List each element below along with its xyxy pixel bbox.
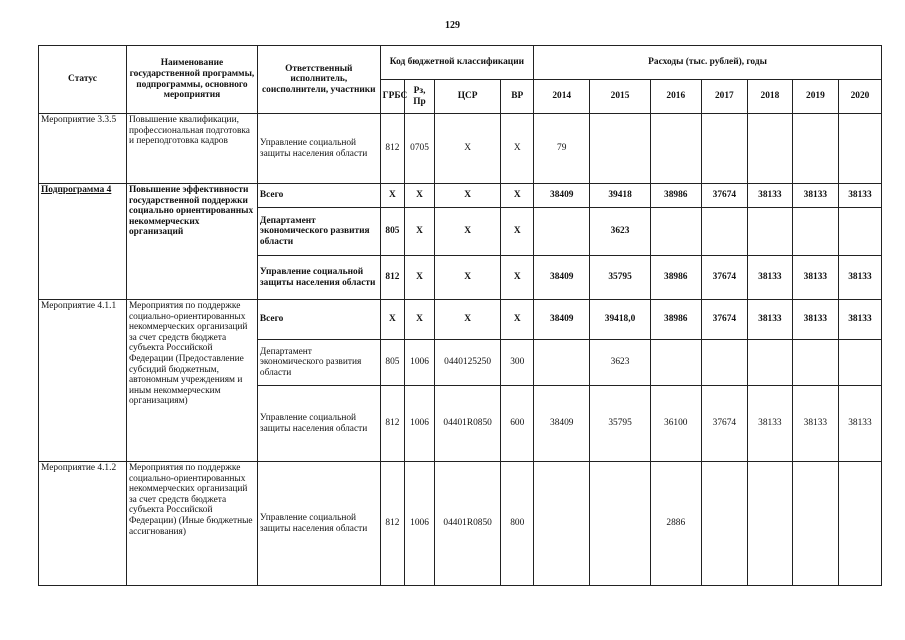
name-cell: Повышение эффективности государственной поддержки социально ориентированных некоммерческих организаций xyxy=(126,184,257,300)
name-cell: Мероприятия по поддержке социально-ориентированных некоммерческих организаций за счет средств бюджета субъекта Российской Федерации) (Иные бюджетные ассигнования) xyxy=(126,462,257,586)
value-cell: 38133 xyxy=(792,386,838,462)
executor-cell: Управление социальной защиты населения области xyxy=(257,114,380,184)
value-cell: 2886 xyxy=(650,462,701,586)
value-cell: 3623 xyxy=(590,208,650,256)
vr-cell: 800 xyxy=(501,462,534,586)
value-cell xyxy=(838,114,881,184)
executor-cell: Всего xyxy=(257,300,380,340)
csr-cell: 04401R0850 xyxy=(434,386,500,462)
grbs-cell: 812 xyxy=(380,256,405,300)
value-cell: 38133 xyxy=(792,184,838,208)
csr-cell: 04401R0850 xyxy=(434,462,500,586)
value-cell xyxy=(792,114,838,184)
value-cell xyxy=(534,340,590,386)
table-row xyxy=(39,114,882,184)
header-rzpr: Рз, Пр xyxy=(405,80,435,114)
value-cell: 38133 xyxy=(747,184,792,208)
csr-cell: Х xyxy=(434,184,500,208)
value-cell: 38986 xyxy=(650,300,701,340)
value-cell: 38986 xyxy=(650,184,701,208)
value-cell xyxy=(747,340,792,386)
value-cell xyxy=(747,462,792,586)
executor-cell: Всего xyxy=(257,184,380,208)
header-budget-code: Код бюджетной классификации xyxy=(380,46,533,80)
header-year: 2015 xyxy=(590,80,650,114)
value-cell: 38133 xyxy=(838,256,881,300)
rzpr-cell: 1006 xyxy=(405,340,435,386)
value-cell: 79 xyxy=(534,114,590,184)
rzpr-cell: 0705 xyxy=(405,114,435,184)
header-status: Статус xyxy=(39,46,127,114)
value-cell xyxy=(838,208,881,256)
header-year: 2017 xyxy=(701,80,747,114)
vr-cell: Х xyxy=(501,208,534,256)
value-cell xyxy=(650,208,701,256)
vr-cell: Х xyxy=(501,184,534,208)
value-cell: 38986 xyxy=(650,256,701,300)
header-csr: ЦСР xyxy=(434,80,500,114)
status-cell: Мероприятие 3.3.5 xyxy=(39,114,127,184)
grbs-cell: Х xyxy=(380,184,405,208)
value-cell xyxy=(590,462,650,586)
header-year: 2018 xyxy=(747,80,792,114)
value-cell: 35795 xyxy=(590,256,650,300)
header-year: 2019 xyxy=(792,80,838,114)
rzpr-cell: Х xyxy=(405,184,435,208)
csr-cell: 0440125250 xyxy=(434,340,500,386)
header-year: 2014 xyxy=(534,80,590,114)
csr-cell: Х xyxy=(434,114,500,184)
csr-cell: Х xyxy=(434,208,500,256)
value-cell xyxy=(838,340,881,386)
value-cell xyxy=(534,462,590,586)
value-cell xyxy=(534,208,590,256)
budget-table xyxy=(38,45,882,586)
value-cell: 38133 xyxy=(747,256,792,300)
value-cell xyxy=(650,340,701,386)
rzpr-cell: Х xyxy=(405,208,435,256)
vr-cell: Х xyxy=(501,256,534,300)
value-cell: 36100 xyxy=(650,386,701,462)
header-year: 2016 xyxy=(650,80,701,114)
grbs-cell: 805 xyxy=(380,208,405,256)
grbs-cell: Х xyxy=(380,300,405,340)
vr-cell: Х xyxy=(501,300,534,340)
executor-cell: Управление социальной защиты населения области xyxy=(257,386,380,462)
value-cell xyxy=(747,208,792,256)
value-cell: 38133 xyxy=(747,386,792,462)
value-cell: 35795 xyxy=(590,386,650,462)
value-cell xyxy=(792,340,838,386)
value-cell: 39418,0 xyxy=(590,300,650,340)
value-cell: 37674 xyxy=(701,184,747,208)
vr-cell: Х xyxy=(501,114,534,184)
value-cell: 38409 xyxy=(534,256,590,300)
grbs-cell: 812 xyxy=(380,114,405,184)
value-cell: 38133 xyxy=(792,300,838,340)
value-cell: 37674 xyxy=(701,256,747,300)
page-number: 129 xyxy=(445,20,460,31)
name-cell: Мероприятия по поддержке социально-ориентированных некоммерческих организаций за счет средств бюджета субъекта Российской Федерации (Предоставление субсидий бюджетным, автономным учреждениям и иным некоммерческим организациям) xyxy=(126,300,257,462)
header-executor: Ответственный исполнитель, соисполнители, участники xyxy=(257,46,380,114)
executor-cell: Департамент экономического развития области xyxy=(257,208,380,256)
value-cell: 38133 xyxy=(838,386,881,462)
csr-cell: Х xyxy=(434,300,500,340)
executor-cell: Управление социальной защиты населения области xyxy=(257,256,380,300)
rzpr-cell: Х xyxy=(405,256,435,300)
value-cell: 38133 xyxy=(838,300,881,340)
status-cell: Мероприятие 4.1.1 xyxy=(39,300,127,462)
value-cell xyxy=(792,208,838,256)
value-cell: 38409 xyxy=(534,184,590,208)
rzpr-cell: 1006 xyxy=(405,462,435,586)
vr-cell: 600 xyxy=(501,386,534,462)
rzpr-cell: 1006 xyxy=(405,386,435,462)
status-cell: Мероприятие 4.1.2 xyxy=(39,462,127,586)
rzpr-cell: Х xyxy=(405,300,435,340)
grbs-cell: 812 xyxy=(380,386,405,462)
value-cell: 38409 xyxy=(534,386,590,462)
value-cell: 37674 xyxy=(701,386,747,462)
table-row xyxy=(39,300,882,340)
vr-cell: 300 xyxy=(501,340,534,386)
value-cell xyxy=(747,114,792,184)
header-name: Наименование государственной программы, подпрограммы, основного мероприятия xyxy=(126,46,257,114)
header-expenses: Расходы (тыс. рублей), годы xyxy=(534,46,882,80)
value-cell: 37674 xyxy=(701,300,747,340)
value-cell xyxy=(701,208,747,256)
value-cell xyxy=(590,114,650,184)
executor-cell: Департамент экономического развития области xyxy=(257,340,380,386)
value-cell xyxy=(838,462,881,586)
table-row xyxy=(39,462,882,586)
table-row xyxy=(39,184,882,208)
header-vr: ВР xyxy=(501,80,534,114)
executor-cell: Управление социальной защиты населения области xyxy=(257,462,380,586)
status-label: Подпрограмма 4 xyxy=(41,185,112,195)
value-cell: 38133 xyxy=(792,256,838,300)
value-cell: 38133 xyxy=(747,300,792,340)
csr-cell: Х xyxy=(434,256,500,300)
header-year: 2020 xyxy=(838,80,881,114)
grbs-cell: 805 xyxy=(380,340,405,386)
value-cell: 38133 xyxy=(838,184,881,208)
value-cell: 3623 xyxy=(590,340,650,386)
header-grbs: ГРБС xyxy=(380,80,405,114)
value-cell: 38409 xyxy=(534,300,590,340)
value-cell xyxy=(792,462,838,586)
status-cell xyxy=(39,184,127,300)
value-cell xyxy=(701,462,747,586)
name-cell: Повышение квалификации, профессиональная подготовка и переподготовка кадров xyxy=(126,114,257,184)
value-cell xyxy=(701,340,747,386)
value-cell: 39418 xyxy=(590,184,650,208)
value-cell xyxy=(650,114,701,184)
grbs-cell: 812 xyxy=(380,462,405,586)
value-cell xyxy=(701,114,747,184)
